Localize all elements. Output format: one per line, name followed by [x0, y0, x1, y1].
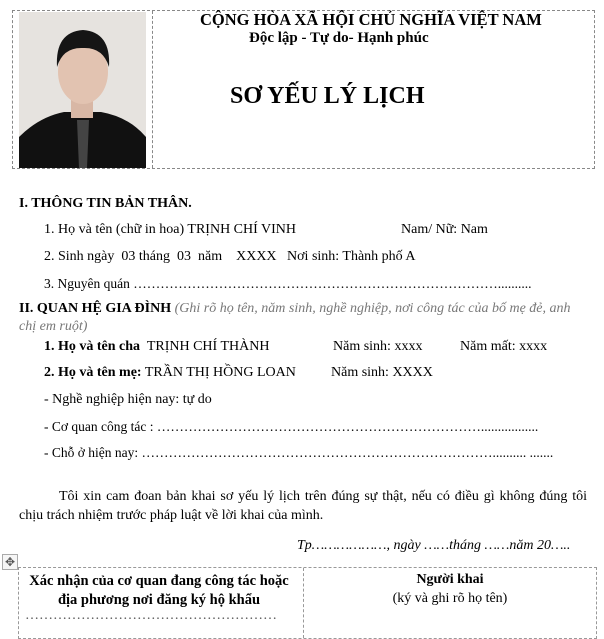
- mother-birth: Năm sinh: XXXX: [331, 365, 433, 380]
- residence: - Chỗ ở hiện nay: …………………………………………………………………….......... .......: [44, 445, 554, 460]
- father-label: 1. Họ và tên cha: [44, 339, 141, 354]
- confirmation-title: Xác nhận của cơ quan đang công tác hoặc địa phương nơi đăng ký hộ khẩu: [29, 573, 289, 608]
- signature-table: [18, 567, 597, 639]
- father-name: TRỊNH CHÍ THÀNH: [146, 339, 270, 354]
- declaration: Tôi xin cam đoan bản khai sơ yếu lý lịch trên đúng sự thật, nếu có điều gì không đúng tôi chịu trách nhiệm trước pháp luật về lời khai của mình.: [19, 489, 587, 523]
- header-divider: [152, 11, 153, 168]
- gender: Nam/ Nữ: Nam: [401, 222, 488, 237]
- father-birth: Năm sinh: xxxx: [333, 339, 423, 354]
- section1-heading: I. THÔNG TIN BẢN THÂN.: [19, 196, 192, 211]
- page-title: SƠ YẾU LÝ LỊCH: [230, 83, 425, 109]
- header-box: [12, 10, 595, 169]
- father-death: Năm mất: xxxx: [460, 339, 548, 354]
- declarant-note: (ký và ghi rõ họ tên): [392, 591, 508, 606]
- mother-row: [44, 365, 296, 381]
- portrait-photo: [19, 12, 146, 168]
- date-line: Tp………………, ngày ……tháng ……năm 20…..: [297, 538, 571, 553]
- section2-note: (Ghi rõ họ tên, năm sinh, nghề nghiệp, nơi công tác của bố mẹ đẻ, anh chị em ruột): [19, 301, 571, 334]
- motto: Độc lập - Tự do- Hạnh phúc: [249, 30, 429, 46]
- father-row: [44, 339, 269, 355]
- occupation: - Nghề nghiệp hiện nay: tự do: [44, 392, 212, 407]
- section2-heading-block: [19, 300, 589, 336]
- workplace: - Cơ quan công tác : ……………………………………………………………….................: [44, 419, 539, 434]
- confirmation-dots: ………………………………………………: [25, 608, 277, 623]
- move-icon[interactable]: ✥: [2, 554, 18, 570]
- country-name: CỘNG HÒA XÃ HỘI CHỦ NGHĨA VIỆT NAM: [200, 10, 542, 29]
- birth-info: 2. Sinh ngày 03 tháng 03 năm XXXX Nơi sinh: Thành phố A: [44, 249, 416, 264]
- origin: 3. Nguyên quán ………………………………………………………………………..........: [44, 276, 532, 291]
- full-name: 1. Họ và tên (chữ in hoa) TRỊNH CHÍ VINH: [44, 222, 297, 237]
- mother-label: 2. Họ và tên mẹ:: [44, 365, 142, 380]
- mother-name: TRẦN THỊ HỒNG LOAN: [144, 365, 296, 380]
- declarant-title: Người khai: [416, 572, 484, 587]
- section2-heading: II. QUAN HỆ GIA ĐÌNH: [19, 301, 172, 316]
